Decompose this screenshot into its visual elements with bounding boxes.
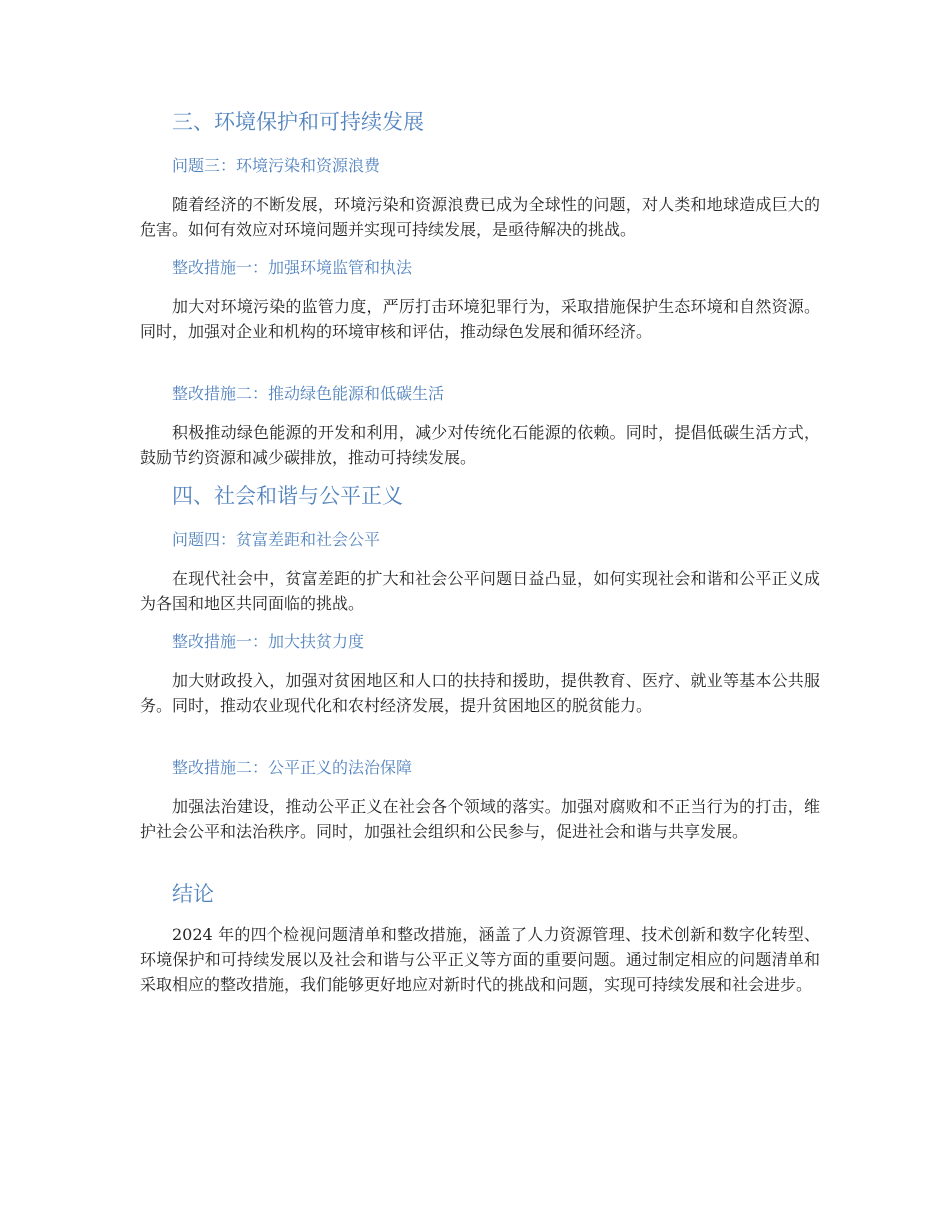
measure-text-rule-of-law: 加强法治建设，推动公平正义在社会各个领域的落实。加强对腐败和不正当行为的打击，维护社会公平和法治秩序。同时，加强社会组织和公民参与，促进社会和谐与共享发展。 <box>140 797 820 841</box>
problem-title-pollution: 问题三：环境污染和资源浪费 <box>172 156 381 175</box>
measure-title-supervision: 整改措施一：加强环境监管和执法 <box>172 258 413 277</box>
measure-title-green-energy: 整改措施二：推动绿色能源和低碳生活 <box>172 384 445 403</box>
measure-title-rule-of-law: 整改措施二：公平正义的法治保障 <box>172 758 413 777</box>
measure-text-poverty-alleviation: 加大财政投入，加强对贫困地区和人口的扶持和援助，提供教育、医疗、就业等基本公共服务。同时，推动农业现代化和农村经济发展，提升贫困地区的脱贫能力。 <box>140 671 820 715</box>
section-heading-environment: 三、环境保护和可持续发展 <box>172 110 424 134</box>
measure-text-green-energy: 积极推动绿色能源的开发和利用，减少对传统化石能源的依赖。同时，提倡低碳生活方式，鼓励节约资源和减少碳排放，推动可持续发展。 <box>140 423 820 467</box>
measure-text-supervision: 加大对环境污染的监管力度，严厉打击环境犯罪行为，采取措施保护生态环境和自然资源。同时，加强对企业和机构的环境审核和评估，推动绿色发展和循环经济。 <box>140 297 820 341</box>
problem-title-wealth-gap: 问题四：贫富差距和社会公平 <box>172 530 381 549</box>
section-heading-social-harmony: 四、社会和谐与公平正义 <box>172 484 403 508</box>
problem-text-pollution: 随着经济的不断发展，环境污染和资源浪费已成为全球性的问题，对人类和地球造成巨大的危害。如何有效应对环境问题并实现可持续发展，是亟待解决的挑战。 <box>140 195 820 239</box>
problem-text-wealth-gap: 在现代社会中，贫富差距的扩大和社会公平问题日益凸显，如何实现社会和谐和公平正义成为各国和地区共同面临的挑战。 <box>140 569 820 613</box>
conclusion-heading: 结论 <box>172 882 214 906</box>
conclusion-text: 2024 年的四个检视问题清单和整改措施，涵盖了人力资源管理、技术创新和数字化转型、环境保护和可持续发展以及社会和谐与公平正义等方面的重要问题。通过制定相应的问题清单和采取相应的整改措施，我们能够更好地应对新时代的挑战和问题，实现可持续发展和社会进步。 <box>140 925 820 994</box>
measure-title-poverty-alleviation: 整改措施一：加大扶贫力度 <box>172 632 365 651</box>
